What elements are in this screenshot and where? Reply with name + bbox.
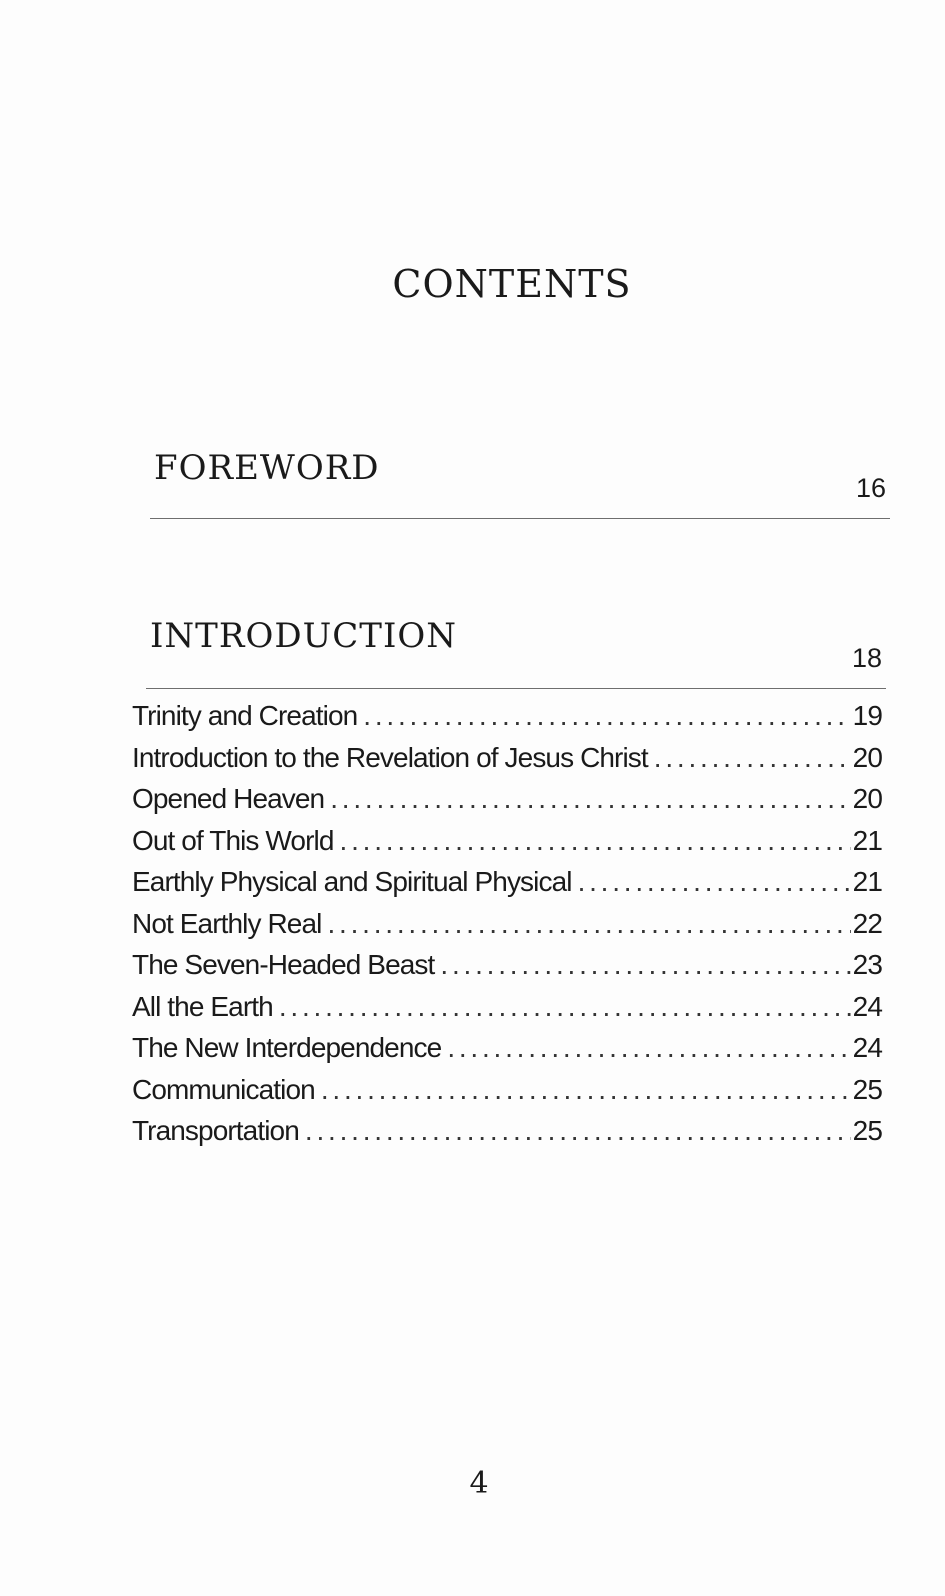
toc-entry-title: The Seven-Headed Beast <box>132 949 435 980</box>
toc-leader-dots <box>654 742 851 774</box>
toc-entry-title: Earthly Physical and Spiritual Physical <box>132 866 572 897</box>
page-title: CONTENTS <box>392 262 632 306</box>
toc-entry <box>132 991 882 1033</box>
section-introduction <box>146 616 886 689</box>
toc-list <box>132 700 882 1157</box>
toc-leader-dots <box>327 908 850 940</box>
toc-entry <box>132 783 882 825</box>
section-introduction-page: 18 <box>851 643 882 673</box>
section-foreword-label: FOREWORD <box>154 448 380 488</box>
toc-entry-title: Not Earthly Real <box>132 907 322 939</box>
section-introduction-label: INTRODUCTION <box>150 616 457 656</box>
toc-entry <box>132 825 882 867</box>
toc-entry-title: All the Earth <box>132 990 273 1022</box>
toc-leader-dots <box>279 991 851 1023</box>
toc-entry <box>132 1074 882 1116</box>
toc-entry-title: Introduction to the Revelation of Jesus Christ <box>132 741 648 773</box>
section-foreword <box>150 448 890 519</box>
toc-entry-page: 23 <box>852 949 882 980</box>
toc-entry-page: 25 <box>852 1073 882 1105</box>
toc-leader-dots <box>321 1074 851 1106</box>
toc-entry-page: 22 <box>852 907 882 939</box>
toc-entry-page: 24 <box>852 990 882 1022</box>
toc-entry <box>132 1115 882 1157</box>
toc-entry-page: 21 <box>852 824 882 856</box>
toc-entry-page: 25 <box>852 1115 882 1146</box>
toc-entry-title: Communication <box>132 1073 315 1105</box>
toc-entry <box>132 700 882 742</box>
toc-entry-title: Transportation <box>132 1115 299 1146</box>
toc-entry-title: Opened Heaven <box>132 783 325 814</box>
toc-entry <box>132 866 882 908</box>
toc-entry-page: 24 <box>852 1032 882 1063</box>
page-number: 4 <box>469 1466 489 1501</box>
toc-entry <box>132 742 882 784</box>
toc-entry-title: The New Interdependence <box>132 1032 442 1063</box>
toc-leader-dots <box>330 783 850 815</box>
toc-entry-title: Out of This World <box>132 824 334 856</box>
toc-leader-dots <box>340 825 851 857</box>
toc-entry-page: 19 <box>852 700 882 731</box>
toc-entry-page: 20 <box>852 783 882 814</box>
toc-leader-dots <box>440 949 850 981</box>
toc-entry-page: 20 <box>852 741 882 773</box>
section-foreword-page: 16 <box>855 473 886 503</box>
toc-entry <box>132 1032 882 1074</box>
toc-leader-dots <box>578 866 851 898</box>
toc-leader-dots <box>363 700 850 732</box>
toc-leader-dots <box>305 1115 851 1147</box>
toc-entry <box>132 908 882 950</box>
toc-entry <box>132 949 882 991</box>
toc-entry-page: 21 <box>852 866 882 897</box>
toc-entry-title: Trinity and Creation <box>132 700 358 731</box>
toc-leader-dots <box>447 1032 850 1064</box>
